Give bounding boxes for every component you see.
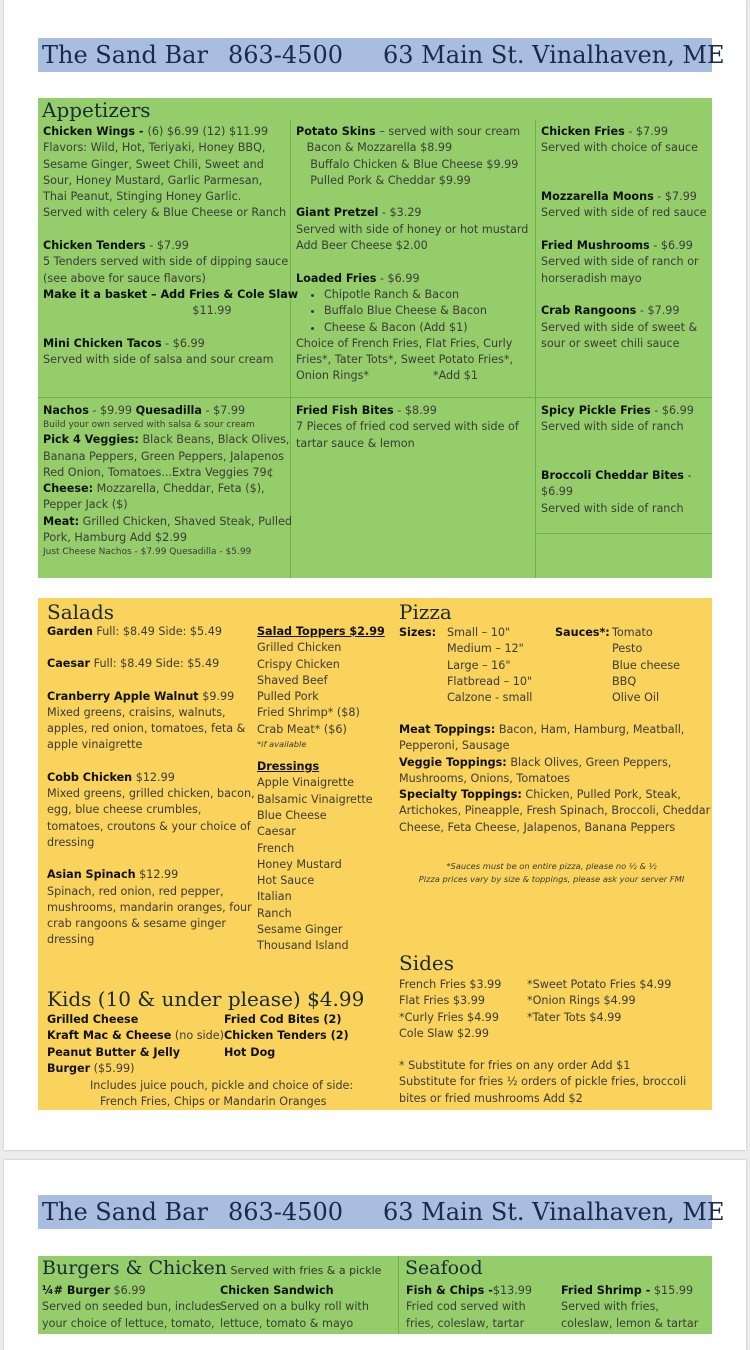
menu-line [43, 303, 298, 319]
menu-item-name: Crab Rangoons [541, 304, 637, 318]
salad-description: egg, blue cheese crumbles, [47, 803, 202, 817]
pizza-sauce: BBQ [612, 674, 637, 688]
kids-item-name: Burger [47, 1061, 91, 1075]
menu-line [296, 238, 528, 254]
menu-item-name: Chicken Fries [541, 125, 625, 138]
sides-title: Sides [399, 951, 454, 975]
pickle-fries-block [541, 403, 694, 517]
phone-number: 863-4500 [228, 41, 343, 69]
menu-item-text: Served with side of ranch [541, 420, 684, 434]
menu-item-text: - $7.99 [624, 125, 668, 138]
menu-line [541, 452, 694, 468]
burger-item: ¼# Burger $6.99 Served on seeded bun, includes your choice of lettuce, tomato, [42, 1284, 222, 1330]
menu-line [296, 124, 528, 140]
dressing-option: Sesame Ginger [257, 923, 343, 937]
kids-items-right [224, 1012, 349, 1061]
menu-line [541, 189, 707, 205]
salad-topper: Crispy Chicken [257, 657, 340, 671]
menu-item-text: - $7.99 [653, 190, 697, 204]
menu-item-name: Mini Chicken Tacos [43, 336, 162, 350]
salad-description: dressing [47, 933, 95, 947]
dressing-option: Hot Sauce [257, 874, 315, 888]
salad-name: Garden [47, 625, 93, 638]
menu-item-name: Spicy Pickle Fries [541, 404, 651, 417]
salad-item [47, 770, 255, 786]
menu-line [296, 403, 519, 419]
salad-description: Spinach, red onion, red pepper, [47, 884, 224, 898]
menu-line [541, 271, 707, 287]
menu-item-text: Add Beer Cheese $2.00 [296, 239, 428, 253]
menu-line [296, 222, 528, 238]
menu-line [43, 320, 298, 336]
menu-line [296, 271, 528, 287]
kids-item-note: ($5.99) [90, 1061, 135, 1075]
menu-line [541, 303, 707, 319]
menu-item-text: Buffalo Chicken & Blue Cheese $9.99 [296, 157, 519, 171]
menu-line [43, 157, 298, 173]
kids-item-name: Fried Cod Bites (2) [224, 1013, 342, 1026]
side-item: *Tater Tots $4.99 [527, 1010, 622, 1024]
menu-line [541, 484, 694, 500]
kids-item [47, 1012, 224, 1028]
spacer [47, 640, 255, 656]
spacer [47, 673, 255, 689]
menu-line [43, 336, 298, 352]
restaurant-name: The Sand Bar [42, 1198, 208, 1226]
kids-item-name: Kraft Mac & Cheese [47, 1029, 172, 1043]
menu-item-text: (6) $6.99 (12) $11.99 [147, 125, 269, 138]
appetizers-col-2 [296, 124, 528, 385]
spacer [47, 754, 255, 770]
menu-item-name: Giant Pretzel [296, 206, 379, 220]
menu-line [296, 140, 528, 156]
menu-line [43, 238, 298, 254]
seafood-title: Seafood [405, 1257, 483, 1279]
divider [535, 533, 712, 534]
kids-item [47, 1061, 224, 1077]
menu-item-name: Make it a basket – Add Fries & Cole Slaw [43, 287, 299, 301]
salad-description: dressing [47, 835, 95, 849]
menu-item-name: Chicken Wings - [43, 125, 148, 138]
salad-name: Caesar [47, 657, 91, 671]
fried-shrimp-item: Fried Shrimp - $15.99 Served with fries, coleslaw, lemon & tartar [561, 1284, 699, 1330]
menu-line [43, 271, 298, 287]
pizza-sauce: Blue cheese [612, 658, 681, 672]
menu-line [296, 157, 528, 173]
salad-price: Full: $8.49 Side: $5.49 [92, 625, 222, 638]
menu-item-name: Fried Fish Bites [296, 404, 394, 417]
menu-line [541, 287, 707, 303]
menu-line [43, 124, 298, 140]
divider [535, 120, 536, 578]
header-banner-2 [38, 1195, 725, 1229]
pizza-sauce: Olive Oil [612, 691, 660, 705]
salad-name: Cobb Chicken [47, 770, 133, 784]
pizza-toppings: Meat Toppings: Bacon, Ham, Hamburg, Meatball, Pepperoni, Sausage Veggie Toppings: Black Olives, Green Peppers, Mushrooms, Onions, Tomatoes Specialty Toppings: Chicken, Pulled Pork, Steak, Artichokes, Pineapple, Fresh Spinach, Broccoli, Cheddar Cheese, Feta Cheese, Jalapenos, Banana Peppers [399, 723, 711, 834]
menu-item-text: Served with side of ranch [541, 501, 684, 515]
loaded-fries-option: • Cheese & Bacon (Add $1) [324, 320, 528, 336]
sides-right [527, 977, 671, 1026]
kids-item [224, 1028, 349, 1044]
menu-line [43, 352, 298, 368]
side-item: French Fries $3.99 [399, 978, 502, 991]
menu-item-text: Served with side of sweet & [541, 320, 698, 334]
sides-notes: * Substitute for fries on any order Add $1 Substitute for fries ½ orders of pickle fries, broccoli bites or fried mushrooms Add $2 [399, 1059, 687, 1105]
divider [38, 397, 712, 398]
menu-line: Choice of French Fries, Flat Fries, Curly [296, 336, 513, 350]
menu-line [43, 254, 298, 270]
salads-list [47, 624, 255, 949]
side-item: *Curly Fries $4.99 [399, 1010, 500, 1024]
pizza-sauces: Sauces*: [555, 626, 610, 639]
menu-line [541, 419, 694, 435]
salad-description: Mixed greens, grilled chicken, bacon, [47, 787, 255, 801]
kids-item-name: Grilled Cheese [47, 1013, 139, 1026]
loaded-fries-options [296, 287, 528, 336]
menu-item-text: - $7.99 [636, 304, 680, 318]
menu-item-text: - $8.99 [393, 404, 437, 417]
menu-item-text: - $6.99 [161, 336, 205, 350]
menu-item-name: Mozzarella Moons [541, 190, 654, 204]
menu-item-name: Loaded Fries [296, 271, 377, 285]
menu-line [296, 189, 528, 205]
pizza-size: Medium – 12" [447, 642, 524, 656]
menu-item-text: Served with side of ranch or [541, 255, 699, 269]
menu-line [43, 140, 298, 156]
menu-item-text: 7 Pieces of fried cod served with side of [296, 420, 519, 434]
pizza-size: Large – 16" [447, 658, 511, 672]
menu-item-text: Pulled Pork & Cheddar $9.99 [296, 173, 471, 187]
salad-description: Mixed greens, craisins, walnuts, [47, 705, 226, 719]
appetizers-col-3 [541, 124, 707, 352]
menu-line [541, 205, 707, 221]
menu-line [541, 336, 707, 352]
pizza-sauce: Pesto [612, 642, 643, 656]
dressing-option: Thousand Island [257, 939, 349, 953]
salad-item [47, 624, 255, 640]
menu-line [296, 254, 528, 270]
menu-line [296, 436, 519, 452]
kids-item-name: Chicken Tenders (2) [224, 1029, 349, 1043]
menu-item-text: Served with side of salsa and sour cream [43, 353, 274, 367]
salad-topper: Crab Meat* ($6) [257, 722, 347, 736]
menu-line [43, 189, 298, 205]
kids-items-left [47, 1012, 224, 1077]
salads-title: Salads [47, 600, 115, 624]
menu-item-text: - $6.99 [649, 239, 693, 253]
dressing-option: Blue Cheese [257, 808, 327, 822]
menu-item-text: Served with side of honey or hot mustard [296, 222, 529, 236]
menu-line [541, 173, 707, 189]
burgers-title: Burgers & Chicken Served with fries & a pickle [42, 1257, 382, 1279]
salad-description: apple vinaigrette [47, 738, 143, 752]
loaded-fries-option: • Chipotle Ranch & Bacon [324, 287, 528, 303]
salad-toppers: Salad Toppers $2.99 Grilled Chicken Crispy Chicken Shaved Beef Pulled Pork Fried Shrimp* ($8) Crab Meat* ($6) *if available Dressings Apple Vinaigrette Balsamic Vinaigrette Blue Cheese Caesar French Honey Mustard Hot Sauce Italian Ranch Sesame Ginger Thousand Island [257, 624, 385, 955]
menu-item-text: Thai Peanut, Stinging Honey Garlic. [43, 190, 242, 204]
menu-item-text: - $3.29 [378, 206, 422, 220]
kids-item [224, 1012, 349, 1028]
menu-line [296, 173, 528, 189]
side-item: Flat Fries $3.99 [399, 994, 485, 1008]
salad-item [47, 867, 255, 883]
menu-item-name: Broccoli Cheddar Bites [541, 469, 684, 483]
salad-name: Cranberry Apple Walnut [47, 689, 199, 703]
menu-line: Onion Rings* *Add $1 [296, 369, 479, 383]
menu-item-text: Served with celery & Blue Cheese or Ranch [43, 206, 287, 220]
menu-line [541, 140, 707, 156]
salad-item [47, 689, 255, 705]
fish-chips-item: Fish & Chips -$13.99 Fried cod served with fries, coleslaw, tartar [406, 1284, 533, 1330]
phone-number: 863-4500 [228, 1198, 343, 1226]
pizza-sizes: Sizes: [399, 626, 437, 639]
menu-line [541, 157, 707, 173]
header-banner [38, 38, 725, 72]
salad-description: tomatoes, croutons & your choice of [47, 819, 251, 833]
kids-item-name: Peanut Butter & Jelly [47, 1045, 181, 1059]
side-item: Cole Slaw $2.99 [399, 1026, 490, 1040]
kids-item [224, 1045, 349, 1061]
kids-title: Kids (10 & under please) $4.99 [47, 987, 365, 1011]
dressing-option: Honey Mustard [257, 857, 342, 871]
spacer [47, 851, 255, 867]
menu-item-text: - $6.99 [376, 271, 420, 285]
salad-topper: Grilled Chicken [257, 641, 342, 655]
dressing-option: Apple Vinaigrette [257, 776, 354, 790]
menu-line [43, 173, 298, 189]
kids-item [47, 1045, 224, 1061]
kids-item [47, 1028, 224, 1044]
menu-item-text: horseradish mayo [541, 271, 642, 285]
menu-item-text: 5 Tenders served with side of dipping sauce [43, 255, 289, 269]
pizza-size: Calzone - small [447, 691, 533, 705]
salad-description: mushrooms, mandarin oranges, four [47, 900, 252, 914]
kids-note: Includes juice pouch, pickle and choice of side: French Fries, Chips or Mandarin Oranges [90, 1079, 354, 1109]
pizza-sauce-list [612, 625, 680, 706]
menu-line [43, 205, 298, 221]
salad-price: $12.99 [135, 868, 179, 882]
menu-item-text: Served with side of red sauce [541, 206, 707, 220]
menu-line [541, 222, 707, 238]
menu-line [296, 419, 519, 435]
appetizers-col-1 [43, 124, 298, 368]
kids-item-name: Hot Dog [224, 1045, 276, 1059]
menu-item-name: Chicken Tenders [43, 239, 146, 253]
menu-line [541, 436, 694, 452]
salad-description: crab rangoons & sesame ginger [47, 917, 226, 931]
menu-item-text: (see above for sauce flavors) [43, 271, 206, 285]
menu-line [43, 287, 298, 303]
salad-description: apples, red onion, tomatoes, feta & [47, 722, 246, 736]
salad-price: $9.99 [198, 689, 235, 703]
fish-bites-block [296, 403, 519, 452]
address: 63 Main St. Vinalhaven, ME [383, 1198, 725, 1226]
menu-line [541, 124, 707, 140]
menu-item-name: Potato Skins [296, 125, 376, 138]
dressing-option: Balsamic Vinaigrette [257, 792, 373, 806]
nachos-block: Nachos - $9.99 Quesadilla - $7.99 Build your own served with salsa & sour cream Pick 4 Veggies: Black Beans, Black Olives, Banana Peppers, Green Peppers, Jalapenos Red Onion, Tomatoes...Extra Veggies 79¢ Cheese: Mozzarella, Cheddar, Feta ($), Pepper Jack ($) Meat: Grilled Chicken, Shaved Steak, Pulled Pork, Hamburg Add $2.99 Just Cheese Nachos - $7.99 Quesadilla - $5.99 [43, 404, 292, 558]
menu-item-text: - $7.99 [145, 239, 189, 253]
salad-topper: Fried Shrimp* ($8) [257, 706, 360, 720]
salad-topper: Shaved Beef [257, 673, 328, 687]
dressing-option: Ranch [257, 906, 292, 920]
pizza-notes: *Sauces must be on entire pizza, please no ½ & ½ Pizza prices vary by size & toppings, please ask your server FMI [418, 861, 685, 884]
menu-item-text: $6.99 [541, 485, 574, 499]
divider [398, 1256, 399, 1334]
side-item: *Onion Rings $4.99 [527, 994, 636, 1008]
menu-line [541, 468, 694, 484]
menu-item-text: Sour, Honey Mustard, Garlic Parmesan, [43, 173, 263, 187]
salad-name: Asian Spinach [47, 868, 136, 882]
menu-line [43, 222, 298, 238]
menu-line [541, 501, 694, 517]
salad-price: $12.99 [132, 770, 175, 784]
appetizers-title: Appetizers [42, 98, 151, 122]
pizza-title: Pizza [399, 600, 452, 624]
menu-item-text: Bacon & Mozzarella $8.99 [296, 141, 453, 155]
salad-topper: Pulled Pork [257, 690, 319, 704]
chicken-sandwich-item: Chicken Sandwich Served on a bulky roll with lettuce, tomato & mayo [220, 1284, 369, 1330]
restaurant-name: The Sand Bar [42, 41, 208, 69]
menu-item-text: $11.99 [43, 304, 232, 318]
menu-line [541, 320, 707, 336]
dressing-option: Italian [257, 890, 292, 904]
menu-line [541, 403, 694, 419]
menu-line [541, 254, 707, 270]
dressing-option: French [257, 841, 295, 855]
menu-item-text: - [683, 469, 692, 483]
loaded-fries-option: • Buffalo Blue Cheese & Bacon [324, 303, 528, 319]
salad-price: Full: $8.49 Side: $5.49 [90, 657, 220, 671]
address: 63 Main St. Vinalhaven, ME [383, 41, 725, 69]
salad-item [47, 656, 255, 672]
menu-line [541, 238, 707, 254]
sides-left [399, 977, 501, 1042]
menu-item-text: Served with choice of sauce [541, 141, 698, 155]
side-item: *Sweet Potato Fries $4.99 [527, 978, 672, 991]
menu-item-text: tartar sauce & lemon [296, 436, 415, 450]
menu-line: Fries*, Tater Tots*, Sweet Potato Fries*, [296, 353, 514, 367]
dressing-option: Caesar [257, 825, 296, 839]
kids-item-note: (no side) [171, 1029, 225, 1043]
menu-item-text: - $6.99 [650, 404, 694, 417]
pizza-size-list [447, 625, 532, 706]
menu-item-name: Fried Mushrooms [541, 239, 650, 253]
menu-line [296, 205, 528, 221]
menu-item-text: Sesame Ginger, Sweet Chili, Sweet and [43, 157, 264, 171]
pizza-size: Small – 10" [447, 626, 511, 639]
menu-item-text: Flavors: Wild, Hot, Teriyaki, Honey BBQ, [43, 141, 266, 155]
menu-item-text: sour or sweet chili sauce [541, 336, 680, 350]
menu-item-text: – served with sour cream [375, 125, 521, 138]
pizza-size: Flatbread – 10" [447, 674, 533, 688]
pizza-sauce: Tomato [612, 626, 653, 639]
